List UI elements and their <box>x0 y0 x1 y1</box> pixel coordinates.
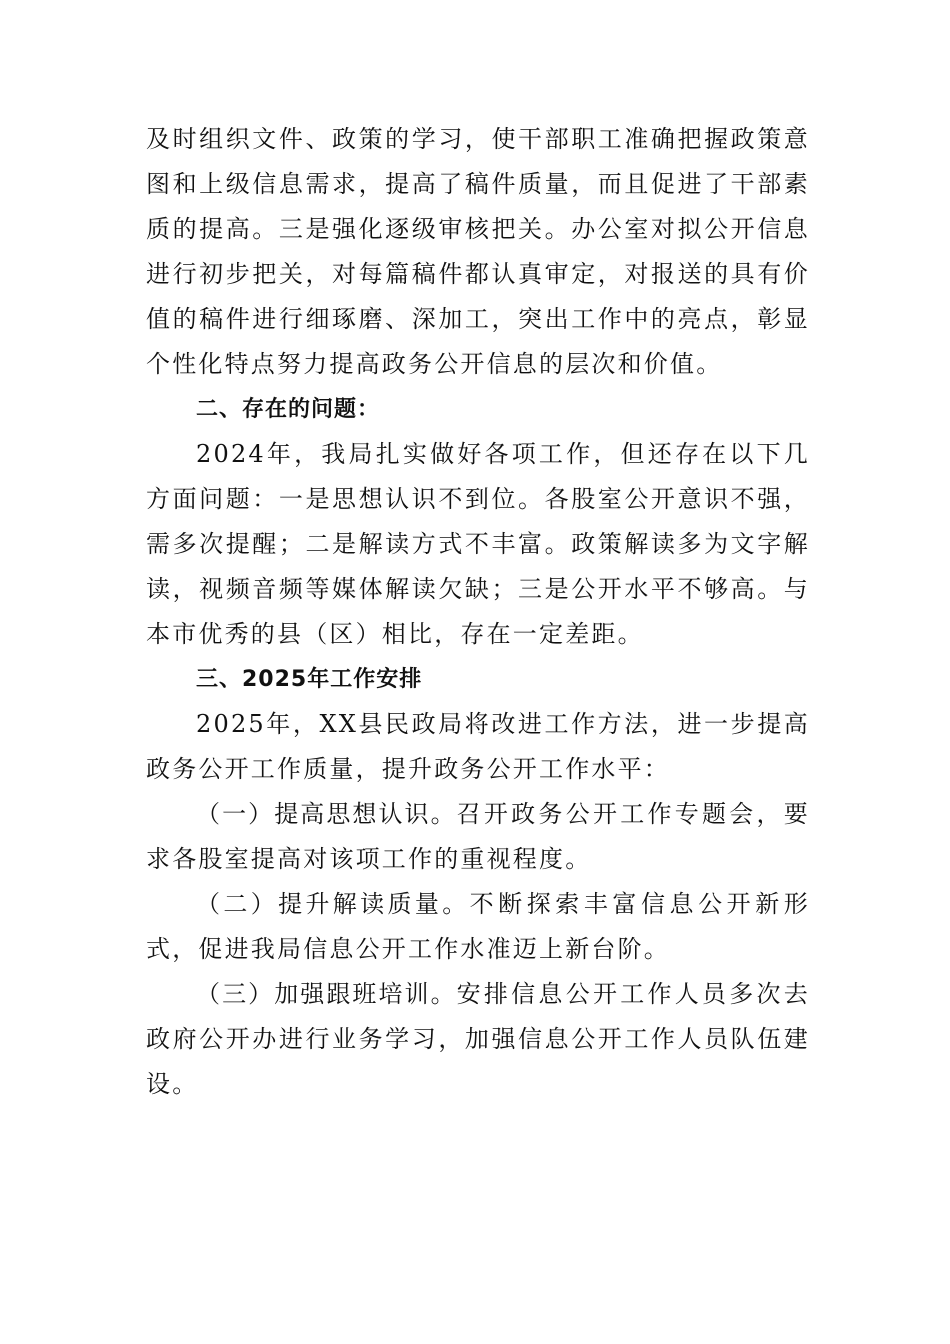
list-item-label: （一）提高思想认识。 <box>196 800 457 828</box>
document-body <box>146 117 810 1107</box>
list-item-label: （二）提升解读质量。 <box>196 890 470 918</box>
section-heading-existing-problems: 二、存在的问题： <box>196 397 381 422</box>
body-paragraph-review-process: 及时组织文件、政策的学习，使干部职工准确把握政策意图和上级信息需求，提高了稿件质量，而且促进了干部素质的提高。三是强化逐级审核把关。办公室对拟公开信息进行初步把关，对每篇稿件都认真审定，对报送的具有价值的稿件进行细琢磨、深加工，突出工作中的亮点，彰显个性化特点努力提高政务公开信息的层次和价值。 <box>146 125 810 378</box>
list-item-label: （三）加强跟班培训。 <box>196 980 457 1008</box>
section-heading-work-plan: 三、2025年工作安排 <box>196 667 423 692</box>
list-item-improve-awareness <box>146 792 810 882</box>
list-item-strengthen-training <box>146 972 810 1107</box>
list-item-text: 召开政务公开工作专题会，要求各股室提高对该项工作的重视程度。 <box>146 800 810 873</box>
body-paragraph-problems: 2024年，我局扎实做好各项工作，但还存在以下几方面问题：一是思想认识不到位。各股室公开意识不强，需多次提醒；二是解读方式不丰富。政策解读多为文字解读，视频音频等媒体解读欠缺；三是公开水平不够高。与本市优秀的县（区）相比，存在一定差距。 <box>146 440 810 648</box>
list-item-text: 安排信息公开工作人员多次去政府公开办进行业务学习，加强信息公开工作人员队伍建设。 <box>146 980 810 1098</box>
list-item-improve-interpretation <box>146 882 810 972</box>
body-paragraph-work-plan-intro: 2025年，XX县民政局将改进工作方法，进一步提高政务公开工作质量，提升政务公开工作水平： <box>146 710 810 783</box>
list-item-text: 不断探索丰富信息公开新形式，促进我局信息公开工作水准迈上新台阶。 <box>146 890 811 963</box>
